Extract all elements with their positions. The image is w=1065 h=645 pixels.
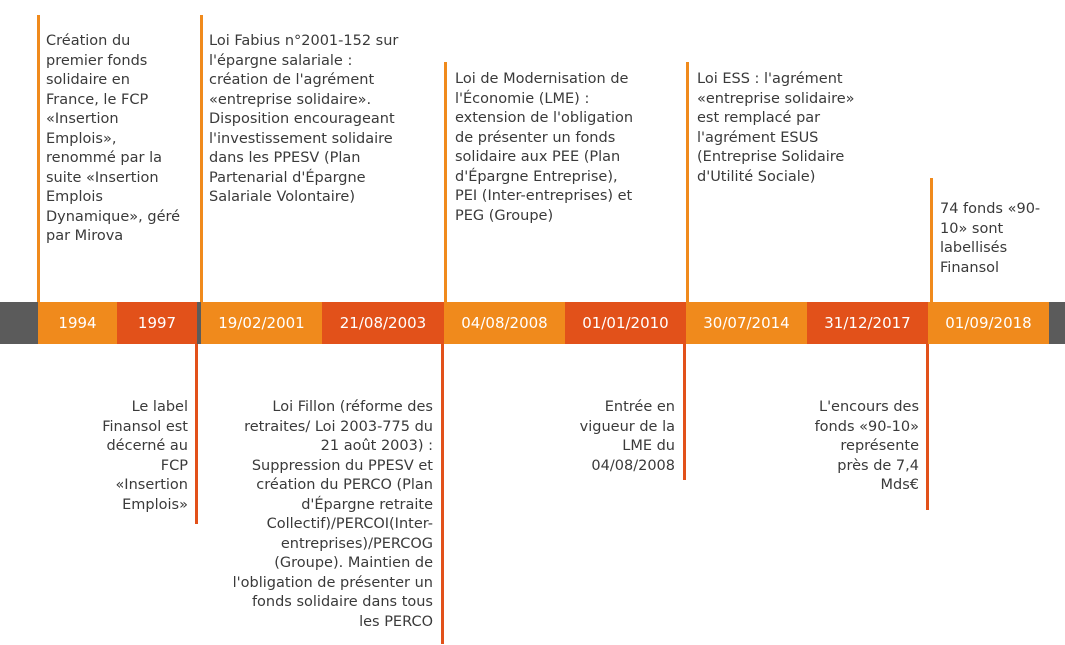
connector-line xyxy=(195,344,198,524)
date-segment: 04/08/2008 xyxy=(444,302,565,344)
date-segment: 21/08/2003 xyxy=(322,302,444,344)
connector-line xyxy=(686,62,689,302)
connector-line xyxy=(200,15,203,302)
connector-line xyxy=(441,344,444,644)
event-text-2003: Loi Fillon (réforme des retraites/ Loi 2003-775 du 21 août 2003) : Suppression du PPESV et création du PERCO (Plan d'Épargne retraite Collectif)/PERCOI(Inter-entreprises)/PERCOG (Groupe). Maintien de l'obligation de présenter un fonds solidaire dans tous les PERCO xyxy=(232,399,433,630)
connector-line xyxy=(683,344,686,480)
date-segment: 01/09/2018 xyxy=(928,302,1049,344)
date-segment: 30/07/2014 xyxy=(686,302,807,344)
event-text-2017: L'encours des fonds «90-10» représente près de 7,4 Mds€ xyxy=(814,399,919,493)
date-segment: 01/01/2010 xyxy=(565,302,686,344)
event-text-2018: 74 fonds «90-10» sont labellisés Finansol xyxy=(940,201,1041,276)
connector-line xyxy=(926,344,929,510)
event-text-1994: Création du premier fonds solidaire en France, le FCP «Insertion Emplois», renommé par la suite «Insertion Emplois Dynamique», géré par Mirova xyxy=(46,33,181,244)
date-segment: 1994 xyxy=(38,302,117,344)
connector-line xyxy=(444,62,447,302)
event-text-2014: Loi ESS : l'agrément «entreprise solidaire» est remplacé par l'agrément ESUS (Entreprise Solidaire d'Utilité Sociale) xyxy=(697,71,855,185)
date-segment: 19/02/2001 xyxy=(201,302,322,344)
date-segment: 1997 xyxy=(117,302,197,344)
event-text-2008: Loi de Modernisation de l'Économie (LME) : extension de l'obligation de présenter un fonds solidaire aux PEE (Plan d'Épargne Entreprise), PEI (Inter-entreprises) et PEG (Groupe) xyxy=(455,71,634,224)
connector-line xyxy=(930,178,933,302)
event-text-1997: Le label Finansol est décerné au FCP «Insertion Emplois» xyxy=(102,399,188,513)
event-text-2010: Entrée en vigueur de la LME du 04/08/2008 xyxy=(579,399,675,474)
event-text-2001: Loi Fabius n°2001-152 sur l'épargne salariale : création de l'agrément «entreprise solidaire». Disposition encourageant l'investissement solidaire dans les PPESV (Plan Partenarial d'Épargne Salariale Volontaire) xyxy=(209,33,399,205)
date-segment: 31/12/2017 xyxy=(807,302,928,344)
connector-line xyxy=(37,15,40,302)
